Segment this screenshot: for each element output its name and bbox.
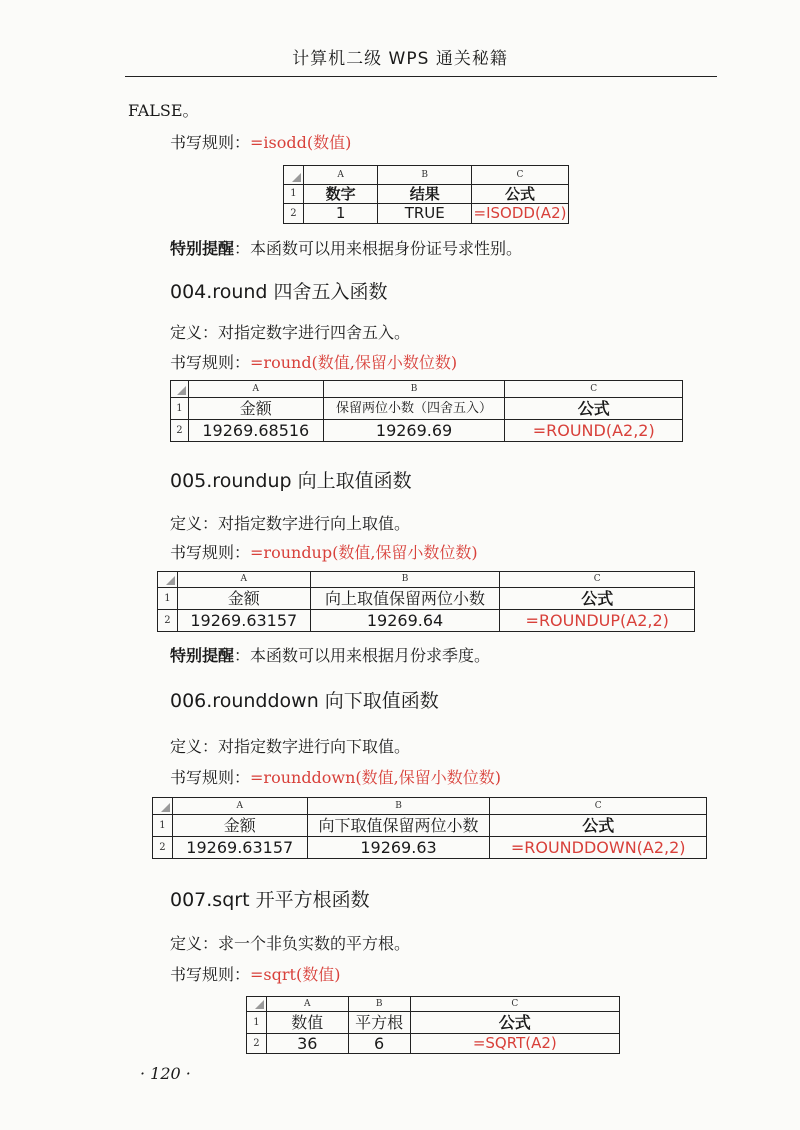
cell[interactable]: 数字 bbox=[303, 185, 378, 204]
header-divider bbox=[125, 76, 717, 77]
column-header[interactable]: A bbox=[177, 572, 310, 588]
cell[interactable]: 6 bbox=[348, 1034, 410, 1054]
table-row bbox=[153, 837, 707, 859]
isodd-table bbox=[283, 165, 569, 224]
table-row bbox=[284, 185, 569, 204]
cell[interactable]: 19269.63157 bbox=[177, 610, 310, 632]
column-header[interactable]: B bbox=[307, 798, 490, 815]
row-header[interactable]: 2 bbox=[158, 610, 178, 632]
table-row bbox=[158, 610, 695, 632]
cell[interactable]: 36 bbox=[266, 1034, 348, 1054]
cell[interactable]: 金额 bbox=[188, 398, 323, 420]
cell[interactable]: 金额 bbox=[172, 815, 307, 837]
rule-formula: =rounddown(数值,保留小数位数) bbox=[250, 768, 502, 787]
tip-text: ：本函数可以用来根据月份求季度。 bbox=[234, 646, 491, 665]
row-header[interactable]: 2 bbox=[171, 420, 189, 442]
table-row bbox=[284, 204, 569, 224]
cell[interactable]: 公式 bbox=[505, 398, 683, 420]
cell[interactable]: TRUE bbox=[378, 204, 472, 224]
select-all-corner[interactable] bbox=[158, 572, 178, 588]
roundup-tip bbox=[170, 643, 490, 666]
rule-label: 书写规则： bbox=[170, 133, 251, 152]
row-header[interactable]: 2 bbox=[153, 837, 173, 859]
rule-formula: =isodd(数值) bbox=[250, 133, 352, 152]
cell[interactable]: 数值 bbox=[266, 1012, 348, 1034]
row-header[interactable]: 1 bbox=[153, 815, 173, 837]
rounddown-table bbox=[152, 797, 707, 859]
formula-cell[interactable]: =ISODD(A2) bbox=[472, 204, 569, 224]
column-header[interactable]: A bbox=[303, 166, 378, 185]
row-header[interactable]: 1 bbox=[247, 1012, 267, 1034]
rule-label: 书写规则： bbox=[170, 768, 251, 787]
running-header-title: 计算机二级 WPS 通关秘籍 bbox=[292, 49, 508, 69]
cell[interactable]: 结果 bbox=[378, 185, 472, 204]
cell[interactable]: 19269.69 bbox=[323, 420, 505, 442]
select-all-corner[interactable] bbox=[153, 798, 173, 815]
column-header[interactable]: A bbox=[172, 798, 307, 815]
rule-formula: =round(数值,保留小数位数) bbox=[250, 353, 458, 372]
column-header[interactable]: C bbox=[410, 997, 619, 1012]
cell[interactable]: 19269.64 bbox=[310, 610, 500, 632]
table-row bbox=[171, 420, 683, 442]
formula-cell[interactable]: =ROUNDUP(A2,2) bbox=[500, 610, 695, 632]
rounddown-definition: 定义：对指定数字进行向下取值。 bbox=[170, 737, 411, 756]
select-all-corner[interactable] bbox=[247, 997, 267, 1012]
column-header[interactable]: B bbox=[378, 166, 472, 185]
roundup-rule bbox=[170, 540, 478, 563]
rule-formula: =sqrt(数值) bbox=[250, 965, 341, 984]
isodd-rule bbox=[170, 130, 351, 153]
column-header[interactable]: C bbox=[472, 166, 569, 185]
cell[interactable]: 公式 bbox=[410, 1012, 619, 1034]
rule-formula: =roundup(数值,保留小数位数) bbox=[250, 543, 478, 562]
roundup-table bbox=[157, 571, 695, 632]
column-header-row bbox=[247, 997, 620, 1012]
cell[interactable]: 19269.63157 bbox=[172, 837, 307, 859]
tip-label: 特别提醒 bbox=[170, 239, 235, 258]
table-row bbox=[171, 398, 683, 420]
rounddown-rule bbox=[170, 765, 501, 788]
column-header-row bbox=[153, 798, 707, 815]
cell[interactable]: 金额 bbox=[177, 588, 310, 610]
formula-cell[interactable]: =ROUNDDOWN(A2,2) bbox=[490, 837, 707, 859]
table-row bbox=[153, 815, 707, 837]
select-all-corner[interactable] bbox=[284, 166, 304, 185]
cell[interactable]: 19269.68516 bbox=[188, 420, 323, 442]
cell[interactable]: 公式 bbox=[500, 588, 695, 610]
page-number: · 120 · bbox=[140, 1064, 191, 1083]
row-header[interactable]: 2 bbox=[284, 204, 304, 224]
column-header-row bbox=[284, 166, 569, 185]
sqrt-definition: 定义：求一个非负实数的平方根。 bbox=[170, 934, 411, 953]
rule-label: 书写规则： bbox=[170, 543, 251, 562]
round-heading: 004.round 四舍五入函数 bbox=[170, 281, 388, 303]
column-header-row bbox=[158, 572, 695, 588]
roundup-heading: 005.roundup 向上取值函数 bbox=[170, 470, 412, 492]
isodd-tip bbox=[170, 236, 522, 259]
column-header[interactable]: A bbox=[266, 997, 348, 1012]
cell[interactable]: 保留两位小数（四舍五入） bbox=[323, 398, 505, 420]
rounddown-heading: 006.rounddown 向下取值函数 bbox=[170, 690, 439, 712]
table-row bbox=[247, 1034, 620, 1054]
cell[interactable]: 平方根 bbox=[348, 1012, 410, 1034]
column-header[interactable]: C bbox=[490, 798, 707, 815]
formula-cell[interactable]: =ROUND(A2,2) bbox=[505, 420, 683, 442]
column-header[interactable]: B bbox=[310, 572, 500, 588]
formula-cell[interactable]: =SQRT(A2) bbox=[410, 1034, 619, 1054]
rule-label: 书写规则： bbox=[170, 965, 251, 984]
cell[interactable]: 1 bbox=[303, 204, 378, 224]
sqrt-table bbox=[246, 996, 620, 1054]
column-header[interactable]: C bbox=[505, 381, 683, 398]
rule-label: 书写规则： bbox=[170, 353, 251, 372]
tip-text: ：本函数可以用来根据身份证号求性别。 bbox=[234, 239, 523, 258]
column-header[interactable]: B bbox=[348, 997, 410, 1012]
cell[interactable]: 向下取值保留两位小数 bbox=[307, 815, 490, 837]
row-header[interactable]: 1 bbox=[284, 185, 304, 204]
table-row bbox=[247, 1012, 620, 1034]
column-header[interactable]: B bbox=[323, 381, 505, 398]
cell[interactable]: 公式 bbox=[490, 815, 707, 837]
column-header-row bbox=[171, 381, 683, 398]
roundup-definition: 定义：对指定数字进行向上取值。 bbox=[170, 514, 411, 533]
round-rule bbox=[170, 350, 457, 373]
cell[interactable]: 公式 bbox=[472, 185, 569, 204]
sqrt-rule bbox=[170, 962, 340, 985]
cell[interactable]: 向上取值保留两位小数 bbox=[310, 588, 500, 610]
sqrt-heading: 007.sqrt 开平方根函数 bbox=[170, 889, 370, 911]
round-definition: 定义：对指定数字进行四舍五入。 bbox=[170, 323, 411, 342]
table-row bbox=[158, 588, 695, 610]
round-table bbox=[170, 380, 683, 442]
cell[interactable]: 19269.63 bbox=[307, 837, 490, 859]
tip-label: 特别提醒 bbox=[170, 646, 235, 665]
select-all-corner[interactable] bbox=[171, 381, 189, 398]
row-header[interactable]: 2 bbox=[247, 1034, 267, 1054]
intro-text: FALSE。 bbox=[128, 101, 199, 120]
row-header[interactable]: 1 bbox=[171, 398, 189, 420]
row-header[interactable]: 1 bbox=[158, 588, 178, 610]
column-header[interactable]: A bbox=[188, 381, 323, 398]
column-header[interactable]: C bbox=[500, 572, 695, 588]
